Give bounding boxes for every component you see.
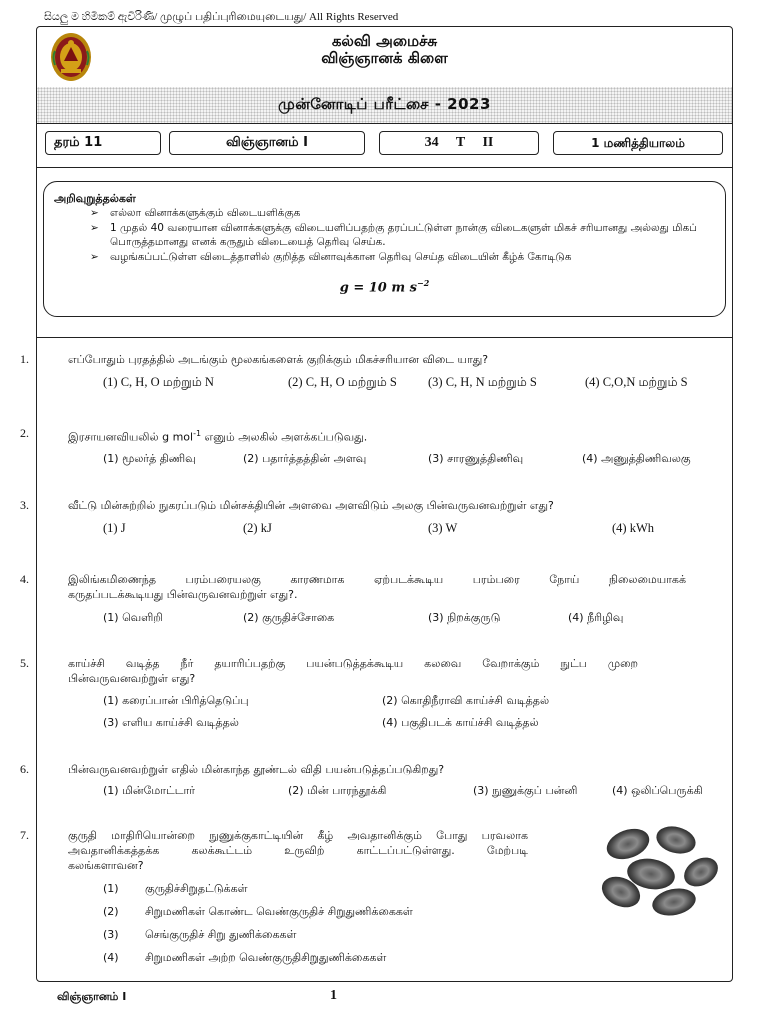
q6-option-4[interactable]: (4) ஒலிப்பெருக்கி <box>612 784 703 797</box>
question-stem: பின்வருவனவற்றுள் எதில் மின்காந்த தூண்டல் விதி பயன்படுத்தப்படுகிறது? <box>68 763 445 776</box>
footer-subject: விஞ்ஞானம் I <box>57 990 127 1003</box>
question-number: 3. <box>20 498 29 512</box>
instructions-title: அறிவுறுத்தல்கள் <box>54 192 136 205</box>
q2-option-1[interactable]: (1) மூலர்த் திணிவு <box>103 452 196 465</box>
q7-option-2[interactable]: (2) சிறுமணிகள் கொண்ட வெண்குருதிச் சிறுதுணிக்கைகள் <box>103 905 413 918</box>
q4-option-2[interactable]: (2) குருதிச்சோகை <box>243 611 335 624</box>
q6-option-1[interactable]: (1) மின்மோட்டார் <box>103 784 195 797</box>
instructions-list <box>90 206 710 265</box>
rights-notice: සියලු ම හිමිකම් ඇවිරිණි/ முழுப் பதிப்புரிமையுடையது/ All Rights Reserved <box>44 11 399 23</box>
question-number: 7. <box>20 828 29 842</box>
q5-option-2[interactable]: (2) கொதிநீராவி காய்ச்சி வடித்தல் <box>382 694 550 707</box>
grade-box: தரம் 11 <box>45 131 161 155</box>
q4-option-1[interactable]: (1) வெளிறி <box>103 611 163 624</box>
q6-option-3[interactable]: (3) நுணுக்குப் பன்னி <box>473 784 578 797</box>
q1-option-4[interactable]: (4) C,O,N மற்றும் S <box>585 375 688 389</box>
page-number: 1 <box>330 988 337 1003</box>
q2-option-3[interactable]: (3) சாரணுத்திணிவு <box>428 452 524 465</box>
question-stem: வீட்டு மின்சுற்றில் நுகரப்படும் மின்சக்தியின் அளவை அளவிடும் அலகு பின்வருவனவற்றுள் எது? <box>68 499 554 512</box>
instruction-item: ➢ வழங்கப்பட்டுள்ள விடைத்தாளில் குறித்த வினாவுக்கான தெரிவு செய்த விடையின் கீழ்க் கோடிடுக <box>90 251 572 263</box>
q7-option-1[interactable]: (1) குருதிச்சிறுதட்டுக்கள் <box>103 882 248 895</box>
meta-row <box>37 123 732 168</box>
subject-box: விஞ்ஞானம் I <box>169 131 365 155</box>
instruction-item: ➢ 1 முதல் 40 வரையான வினாக்களுக்கு விடையளிப்பதற்கு தரப்பட்டுள்ள நான்கு விடைகளுள் மிகச் சரியானது அல்லது மிகப் பொருத்தமானது எனக் கருதும் விடையைத் தெரிவு செய்க. <box>90 222 698 248</box>
q3-option-4[interactable]: (4) kWh <box>612 521 654 535</box>
gravity-value: g = 10 m $s^{-2}$ <box>339 278 430 296</box>
question-number: 1. <box>20 352 29 366</box>
q5-option-1[interactable]: (1) கரைப்பான் பிரித்தெடுப்பு <box>103 694 249 707</box>
exam-title: முன்னோடிப் பரீட்சை - 2023 <box>278 95 491 113</box>
arrow-bullet-icon: ➢ <box>90 207 99 219</box>
q2-option-4[interactable]: (4) அணுத்திணிவலகு <box>582 452 691 465</box>
question-stem: குருதி மாதிரியொன்றை நுணுக்குகாட்டியின் கீழ் அவதானிக்கும் போது பரவலாக அவதானிக்கத்தக்க கலக்கூட்டம் உருவிற் காட்டப்பட்டுள்ளது. மேற்படி கலங்களாவன? <box>68 829 528 872</box>
arrow-bullet-icon: ➢ <box>90 251 99 263</box>
q1-option-2[interactable]: (2) C, H, O மற்றும் S <box>288 375 397 389</box>
q2-option-2[interactable]: (2) பதார்த்தத்தின் அளவு <box>243 452 367 465</box>
q1-option-1[interactable]: (1) C, H, O மற்றும் N <box>103 375 214 389</box>
ministry-name: கல்வி அமைச்சு <box>331 32 438 50</box>
question-stem: இலிங்கமிணைந்த பரம்பரையலகு காரணமாக ஏற்படக்கூடிய பரம்பரை நோய் நிலைமையாகக் கருதப்படக்கூடியது பின்வருவனவற்றுள் எது?. <box>68 573 686 601</box>
q7-option-4[interactable]: (4) சிறுமணிகள் அற்ற வெண்குருதிசிறுதுணிக்கைகள் <box>103 951 387 964</box>
q3-option-1[interactable]: (1) J <box>103 521 126 535</box>
header <box>37 27 732 88</box>
q3-option-3[interactable]: (3) W <box>428 521 458 535</box>
question-stem: எப்போதும் புரதத்தில் அடங்கும் மூலகங்களைக் குறிக்கும் மிகச்சரியான விடை யாது? <box>68 353 489 366</box>
section-divider <box>37 337 732 338</box>
q5-option-3[interactable]: (3) எளிய காய்ச்சி வடித்தல் <box>103 716 239 729</box>
q5-option-4[interactable]: (4) பகுதிபடக் காய்ச்சி வடித்தல் <box>382 716 539 729</box>
arrow-bullet-icon: ➢ <box>90 222 99 234</box>
instruction-item: ➢ எல்லா வினாக்களுக்கும் விடையளிக்குக <box>90 207 301 219</box>
q4-option-3[interactable]: (3) நிறக்குருடு <box>428 611 501 624</box>
branch-name: விஞ்ஞானக் கிளை <box>321 49 448 67</box>
question-number: 4. <box>20 572 29 586</box>
question-number: 5. <box>20 656 29 670</box>
q1-option-3[interactable]: (3) C, H, N மற்றும் S <box>428 375 537 389</box>
q6-option-2[interactable]: (2) மின் பாரந்தூக்கி <box>288 784 387 797</box>
paper-code-box: 34 T II <box>379 131 539 155</box>
question-stem: காய்ச்சி வடித்த நீர் தயாரிப்பதற்கு பயன்படுத்தக்கூடிய கலவை வேறாக்கும் நுட்ப முறை பின்வருவனவற்றுள் எது? <box>68 657 638 685</box>
duration-box: 1 மணித்தியாலம் <box>553 131 723 155</box>
q4-option-4[interactable]: (4) நீரிழிவு <box>568 611 624 624</box>
q3-option-2[interactable]: (2) kJ <box>243 521 272 535</box>
question-stem: இரசாயனவியலில் g mol$^{-1}$ எனும் அலகில் அளக்கப்படுவது. <box>68 429 368 444</box>
question-number: 6. <box>20 762 29 776</box>
q7-option-3[interactable]: (3) செங்குருதிச் சிறு துணிக்கைகள் <box>103 928 297 941</box>
exam-band <box>37 87 732 124</box>
red-blood-cells-image <box>596 822 721 920</box>
ministry-heading <box>37 33 732 67</box>
question-number: 2. <box>20 426 29 440</box>
instructions-box <box>43 181 726 317</box>
